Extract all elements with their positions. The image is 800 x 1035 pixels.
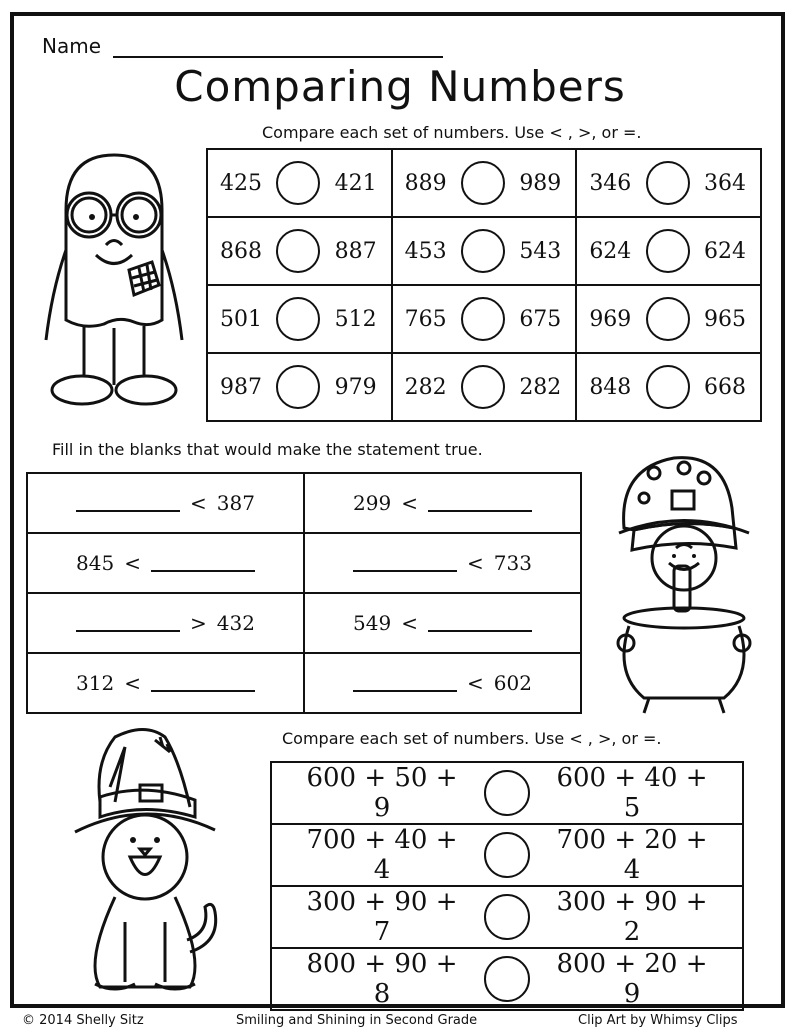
right-number: 965 (704, 306, 746, 332)
answer-circle[interactable] (276, 297, 320, 341)
comparison-operator: < (401, 611, 418, 635)
footer-copyright: © 2014 Shelly Sitz (22, 1013, 144, 1028)
compare-table-3 (270, 761, 744, 1011)
section2-instruction: Fill in the blanks that would make the statement true. (52, 440, 483, 459)
name-input-line[interactable] (113, 36, 443, 58)
answer-circle[interactable] (461, 365, 505, 409)
given-number: 299 (353, 491, 392, 515)
expanded-compare-cell (271, 886, 743, 948)
answer-circle[interactable] (646, 365, 690, 409)
answer-circle[interactable] (461, 161, 505, 205)
compare-cell (576, 149, 761, 217)
compare-cell (392, 149, 577, 217)
answer-circle[interactable] (461, 297, 505, 341)
right-number: 512 (334, 306, 377, 332)
compare-cell (207, 353, 392, 421)
compare-cell (392, 353, 577, 421)
section3-instruction: Compare each set of numbers. Use < , >, or =. (282, 729, 662, 748)
fill-row (27, 653, 581, 713)
given-number: 602 (493, 671, 532, 695)
answer-circle[interactable] (484, 956, 530, 1002)
right-number: 421 (334, 170, 377, 196)
compare-cell (207, 149, 392, 217)
left-number: 868 (220, 238, 262, 264)
left-number: 969 (589, 306, 632, 332)
fill-row (27, 593, 581, 653)
fill-row (27, 473, 581, 533)
answer-blank[interactable] (76, 494, 180, 512)
fill-blanks-table (26, 472, 582, 714)
compare-cell (392, 285, 577, 353)
compare-table-1 (206, 148, 762, 422)
answer-blank[interactable] (428, 494, 532, 512)
answer-circle[interactable] (484, 894, 530, 940)
fill-cell (304, 653, 581, 713)
right-expression: 600 + 40 + 5 (556, 763, 708, 823)
comparison-operator: < (124, 671, 141, 695)
left-expression: 700 + 40 + 4 (306, 825, 458, 885)
compare-row (207, 149, 761, 217)
left-expression: 300 + 90 + 7 (306, 887, 458, 947)
right-number: 675 (519, 306, 562, 332)
comparison-operator: < (124, 551, 141, 575)
answer-circle[interactable] (646, 229, 690, 273)
answer-circle[interactable] (484, 832, 530, 878)
answer-blank[interactable] (151, 554, 255, 572)
given-number: 387 (216, 491, 255, 515)
answer-circle[interactable] (646, 297, 690, 341)
answer-circle[interactable] (646, 161, 690, 205)
answer-blank[interactable] (353, 674, 457, 692)
fill-cell (304, 533, 581, 593)
expanded-compare-cell (271, 762, 743, 824)
left-number: 987 (220, 374, 262, 400)
footer-credit: Clip Art by Whimsy Clips (578, 1013, 738, 1028)
expanded-compare-row (271, 948, 743, 1010)
witch-cauldron-illustration-icon (614, 448, 764, 718)
name-row (42, 34, 443, 58)
right-number: 543 (519, 238, 562, 264)
compare-row (207, 353, 761, 421)
left-number: 889 (404, 170, 447, 196)
right-number: 989 (519, 170, 562, 196)
answer-blank[interactable] (353, 554, 457, 572)
given-number: 733 (493, 551, 532, 575)
right-expression: 300 + 90 + 2 (556, 887, 708, 947)
answer-circle[interactable] (484, 770, 530, 816)
given-number: 432 (216, 611, 255, 635)
right-expression: 800 + 20 + 9 (556, 949, 708, 1009)
expanded-compare-row (271, 824, 743, 886)
comparison-operator: < (190, 491, 207, 515)
given-number: 845 (76, 551, 115, 575)
comparison-operator: < (401, 491, 418, 515)
expanded-compare-row (271, 762, 743, 824)
compare-cell (576, 285, 761, 353)
compare-row (207, 217, 761, 285)
expanded-compare-cell (271, 948, 743, 1010)
fill-cell (27, 473, 304, 533)
compare-cell (576, 217, 761, 285)
given-number: 312 (76, 671, 115, 695)
expanded-compare-row (271, 886, 743, 948)
answer-circle[interactable] (461, 229, 505, 273)
answer-blank[interactable] (76, 614, 180, 632)
left-number: 624 (589, 238, 632, 264)
compare-cell (392, 217, 577, 285)
given-number: 549 (353, 611, 392, 635)
right-number: 887 (334, 238, 377, 264)
comparison-operator: < (467, 671, 484, 695)
left-number: 453 (404, 238, 447, 264)
ghost-illustration-icon (34, 150, 194, 420)
cat-witch-hat-illustration-icon (55, 722, 230, 1002)
compare-cell (207, 217, 392, 285)
fill-row (27, 533, 581, 593)
section1-instruction: Compare each set of numbers. Use < , >, or =. (262, 123, 642, 142)
right-number: 668 (704, 374, 746, 400)
comparison-operator: < (467, 551, 484, 575)
fill-cell (304, 593, 581, 653)
compare-row (207, 285, 761, 353)
left-number: 765 (404, 306, 447, 332)
page-title: Comparing Numbers (174, 62, 626, 111)
name-label: Name (42, 34, 102, 58)
left-number: 501 (220, 306, 262, 332)
expanded-compare-cell (271, 824, 743, 886)
footer-blog: Smiling and Shining in Second Grade (236, 1013, 478, 1028)
compare-cell (576, 353, 761, 421)
right-number: 979 (334, 374, 377, 400)
right-number: 282 (519, 374, 562, 400)
comparison-operator: > (190, 611, 207, 635)
right-number: 624 (704, 238, 746, 264)
answer-blank[interactable] (428, 614, 532, 632)
left-expression: 800 + 90 + 8 (306, 949, 458, 1009)
right-expression: 700 + 20 + 4 (556, 825, 708, 885)
left-number: 346 (589, 170, 632, 196)
fill-cell (27, 653, 304, 713)
answer-circle[interactable] (276, 229, 320, 273)
answer-blank[interactable] (151, 674, 255, 692)
fill-cell (27, 533, 304, 593)
left-number: 282 (404, 374, 447, 400)
answer-circle[interactable] (276, 161, 320, 205)
left-expression: 600 + 50 + 9 (306, 763, 458, 823)
left-number: 425 (220, 170, 262, 196)
compare-cell (207, 285, 392, 353)
left-number: 848 (589, 374, 632, 400)
fill-cell (27, 593, 304, 653)
fill-cell (304, 473, 581, 533)
right-number: 364 (704, 170, 746, 196)
answer-circle[interactable] (276, 365, 320, 409)
